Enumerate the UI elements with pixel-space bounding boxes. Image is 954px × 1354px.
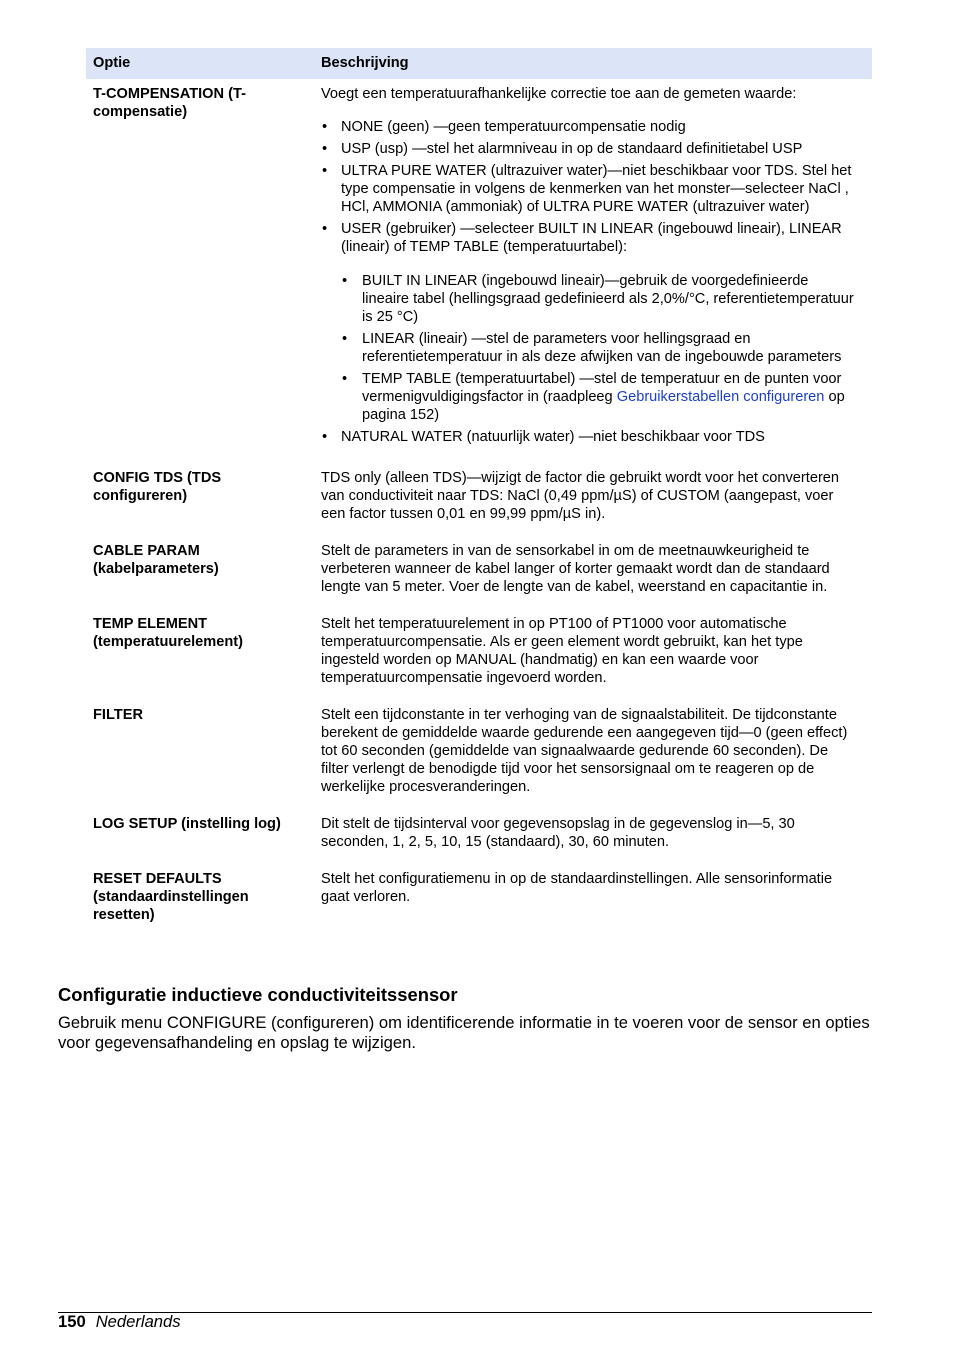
table-row [86,809,872,864]
table-header-row [86,48,872,79]
table-row [86,700,872,809]
option-name: T-COMPENSATION (T-compensatie) [93,86,246,120]
table-row [86,463,872,536]
page-number: 150 [58,1312,86,1331]
option-name: FILTER [93,707,143,723]
footer-language: Nederlands [95,1312,181,1331]
section-heading: Configuratie inductieve conductiviteitssensor [58,984,458,1005]
header-description: Beschrijving [314,48,872,79]
sub-list-item: • LINEAR (lineair) —stel de parameters voor hellingsgraad en referentietemperatuur in als deze afwijken van de ingebouwde parameters [341,330,858,366]
description-intro: Voegt een temperatuurafhankelijke correctie toe aan de gemeten waarde: [321,86,797,102]
description-text: Stelt een tijdconstante in ter verhoging van de signaalstabiliteit. De tijdconstante berekent de gemiddelde waarde gedurende een aangegeven tijd—0 (geen effect) tot 60 seconden (gemiddelde van signaalwaarde gedurende 60 seconden). De filter verlengt de benodigde tijd voor het sensorsignaal om te reageren op de werkelijke procesveranderingen. [321,707,848,795]
option-name: TEMP ELEMENT (temperatuurelement) [93,616,244,650]
sub-list-item-text: op pagina 152) [362,389,845,423]
list-item: • USP (usp) —stel het alarmniveau in op de standaard definitietabel USP [321,140,858,158]
table-row [86,79,872,463]
header-option: Optie [86,48,314,79]
sub-bullet-list [341,272,858,424]
option-description [314,864,872,937]
description-text: Stelt de parameters in van de sensorkabel in om de meetnauwkeurigheid te verbeteren wanneer de kabel langer of korter gemaakt wordt dan de standaard lengte van 5 meter. Voer de lengte van de kabel, weerstand en capacitantie in. [321,543,830,595]
description-text: Dit stelt de tijdsinterval voor gegevensopslag in de gegevenslog in—5, 30 seconden, 1, 2, 5, 10, 15 (standaard), 30, 60 minuten. [321,816,795,850]
option-description [314,463,872,536]
option-name: CONFIG TDS (TDS configureren) [93,470,222,504]
sub-list-item: • BUILT IN LINEAR (ingebouwd lineair)—gebruik de voorgedefinieerde lineaire tabel (hellingsgraad gedefinieerd als 2,0%/°C, referentietemperatuur is 25 °C) [341,272,858,326]
cross-reference-link[interactable]: Gebruikerstabellen configureren [616,389,825,405]
section-body: Gebruik menu CONFIGURE (configureren) om identificerende informatie in te voeren voor de sensor en opties voor gegevensafhandeling en opslag te wijzigen. [58,1013,870,1052]
description-text: TDS only (alleen TDS)—wijzigt de factor die gebruikt wordt voor het converteren van conductiviteit naar TDS: NaCl (0,49 ppm/µS) of CUSTOM (aangepast, voer een factor tussen 0,01 en 99,99 ppm/µS in). [321,470,840,522]
description-text: Stelt het configuratiemenu in op de standaardinstellingen. Alle sensorinformatie gaat verloren. [321,871,833,905]
option-description [314,609,872,700]
table-row [86,536,872,609]
list-item: • NATURAL WATER (natuurlijk water) —niet beschikbaar voor TDS [321,428,858,446]
list-item [321,220,858,424]
list-item: • NONE (geen) —geen temperatuurcompensatie nodig [321,118,858,136]
page-footer [58,1312,181,1332]
sub-list-item-text: TEMP TABLE (temperatuurtabel) —stel de temperatuur en de punten voor vermenigvuldigingsfactor in (raadpleeg [362,371,842,405]
list-item-text: USER (gebruiker) —selecteer BUILT IN LINEAR (ingebouwd lineair), LINEAR (lineair) of TEMP TABLE (temperatuurtabel): [341,221,842,255]
option-description [314,700,872,809]
option-description [314,536,872,609]
option-name: CABLE PARAM (kabelparameters) [93,543,219,577]
option-description [314,79,872,463]
sub-list-item [341,370,858,424]
bullet-list [321,118,858,446]
option-name: RESET DEFAULTS (standaardinstellingen resetten) [93,871,249,923]
option-description [314,809,872,864]
description-text: Stelt het temperatuurelement in op PT100 of PT1000 voor automatische temperatuurcompensatie. Als er geen element wordt gebruikt, kan het type ingesteld worden op MANUAL (handmatig) en kan een waarde voor temperatuurcompensatie ingevoerd worden. [321,616,803,686]
list-item: • ULTRA PURE WATER (ultrazuiver water)—niet beschikbaar voor TDS. Stel het type compensatie in volgens de kenmerken van het monster—selecteer NaCl , HCl, AMMONIA (ammoniak) of ULTRA PURE WATER (ultrazuiver water) [321,162,858,216]
table-row [86,609,872,700]
option-name: LOG SETUP (instelling log) [93,816,281,832]
options-table [86,48,872,937]
table-row [86,864,872,937]
